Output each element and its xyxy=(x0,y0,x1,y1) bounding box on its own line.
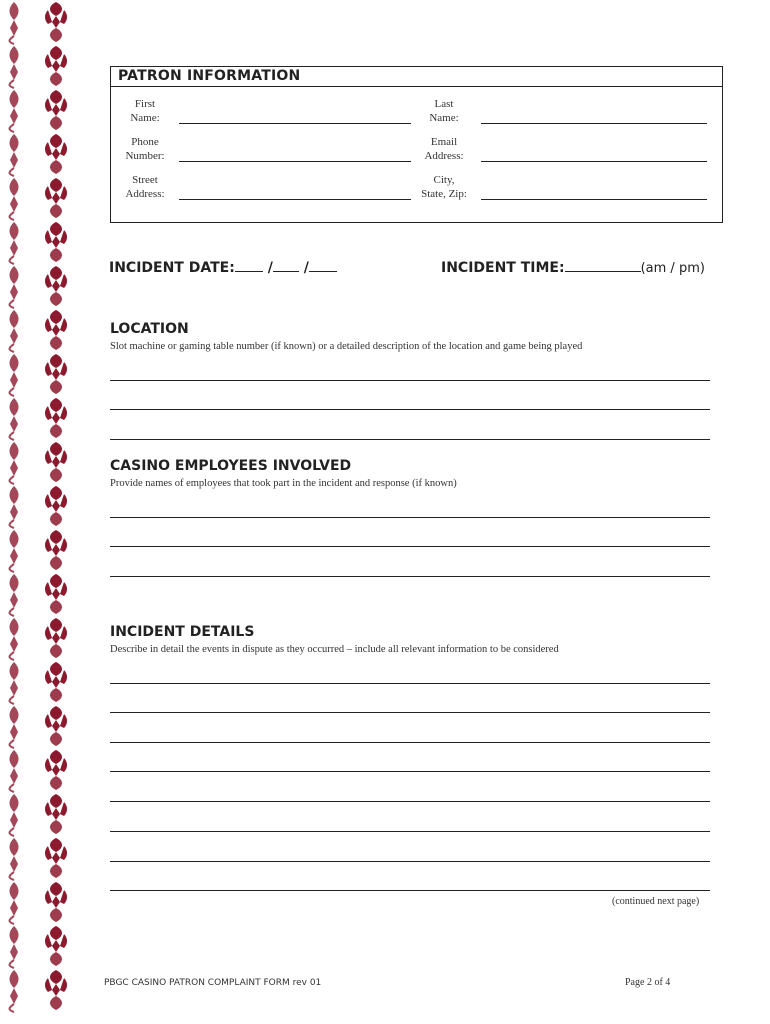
details-line[interactable] xyxy=(110,742,710,743)
last-name-label: Last Name: xyxy=(429,98,459,124)
last-name-field[interactable] xyxy=(481,123,707,124)
first-name-field[interactable] xyxy=(179,123,411,124)
details-line[interactable] xyxy=(110,890,710,891)
email-label: Email Address: xyxy=(424,136,464,162)
patron-info-title: PATRON INFORMATION xyxy=(118,68,301,84)
employees-line[interactable] xyxy=(110,517,710,518)
incident-time-row xyxy=(441,258,705,276)
incident-year-field[interactable] xyxy=(309,258,337,272)
ampm-label: (am / pm) xyxy=(640,261,705,276)
footer-form-name: PBGC CASINO PATRON COMPLAINT FORM rev 01 xyxy=(104,978,322,988)
location-line[interactable] xyxy=(110,409,710,410)
street-field[interactable] xyxy=(179,199,411,200)
details-title: INCIDENT DETAILS xyxy=(110,624,255,640)
employees-line[interactable] xyxy=(110,546,710,547)
details-description: Describe in detail the events in dispute as they occurred – include all relevant information to be considered xyxy=(110,644,559,655)
continued-note: (continued next page) xyxy=(612,896,700,907)
incident-time-label: INCIDENT TIME: xyxy=(441,260,565,276)
employees-title: CASINO EMPLOYEES INVOLVED xyxy=(110,458,352,474)
location-title: LOCATION xyxy=(110,321,189,337)
incident-time-field[interactable] xyxy=(565,258,641,272)
location-line[interactable] xyxy=(110,380,710,381)
street-label: Street Address: xyxy=(125,174,165,200)
city-field[interactable] xyxy=(481,199,707,200)
footer-page-number: Page 2 of 4 xyxy=(625,977,671,988)
decorative-border xyxy=(0,0,74,1024)
location-line[interactable] xyxy=(110,439,710,440)
email-field[interactable] xyxy=(481,161,707,162)
employees-description: Provide names of employees that took part in the incident and response (if known) xyxy=(110,478,457,489)
details-line[interactable] xyxy=(110,831,710,832)
incident-day-field[interactable] xyxy=(273,258,299,272)
incident-date-label: INCIDENT DATE: xyxy=(109,260,235,276)
city-label: City, State, Zip: xyxy=(421,174,467,200)
phone-label: Phone Number: xyxy=(125,136,165,162)
date-separator: / xyxy=(267,260,273,276)
incident-date-row xyxy=(109,258,337,276)
patron-title-rule xyxy=(110,86,723,87)
details-line[interactable] xyxy=(110,801,710,802)
details-line[interactable] xyxy=(110,861,710,862)
location-description: Slot machine or gaming table number (if known) or a detailed description of the location and game being played xyxy=(110,341,583,352)
details-line[interactable] xyxy=(110,712,710,713)
incident-month-field[interactable] xyxy=(235,258,263,272)
employees-line[interactable] xyxy=(110,576,710,577)
date-separator: / xyxy=(303,260,309,276)
details-line[interactable] xyxy=(110,771,710,772)
phone-field[interactable] xyxy=(179,161,411,162)
details-line[interactable] xyxy=(110,683,710,684)
first-name-label: First Name: xyxy=(130,98,160,124)
